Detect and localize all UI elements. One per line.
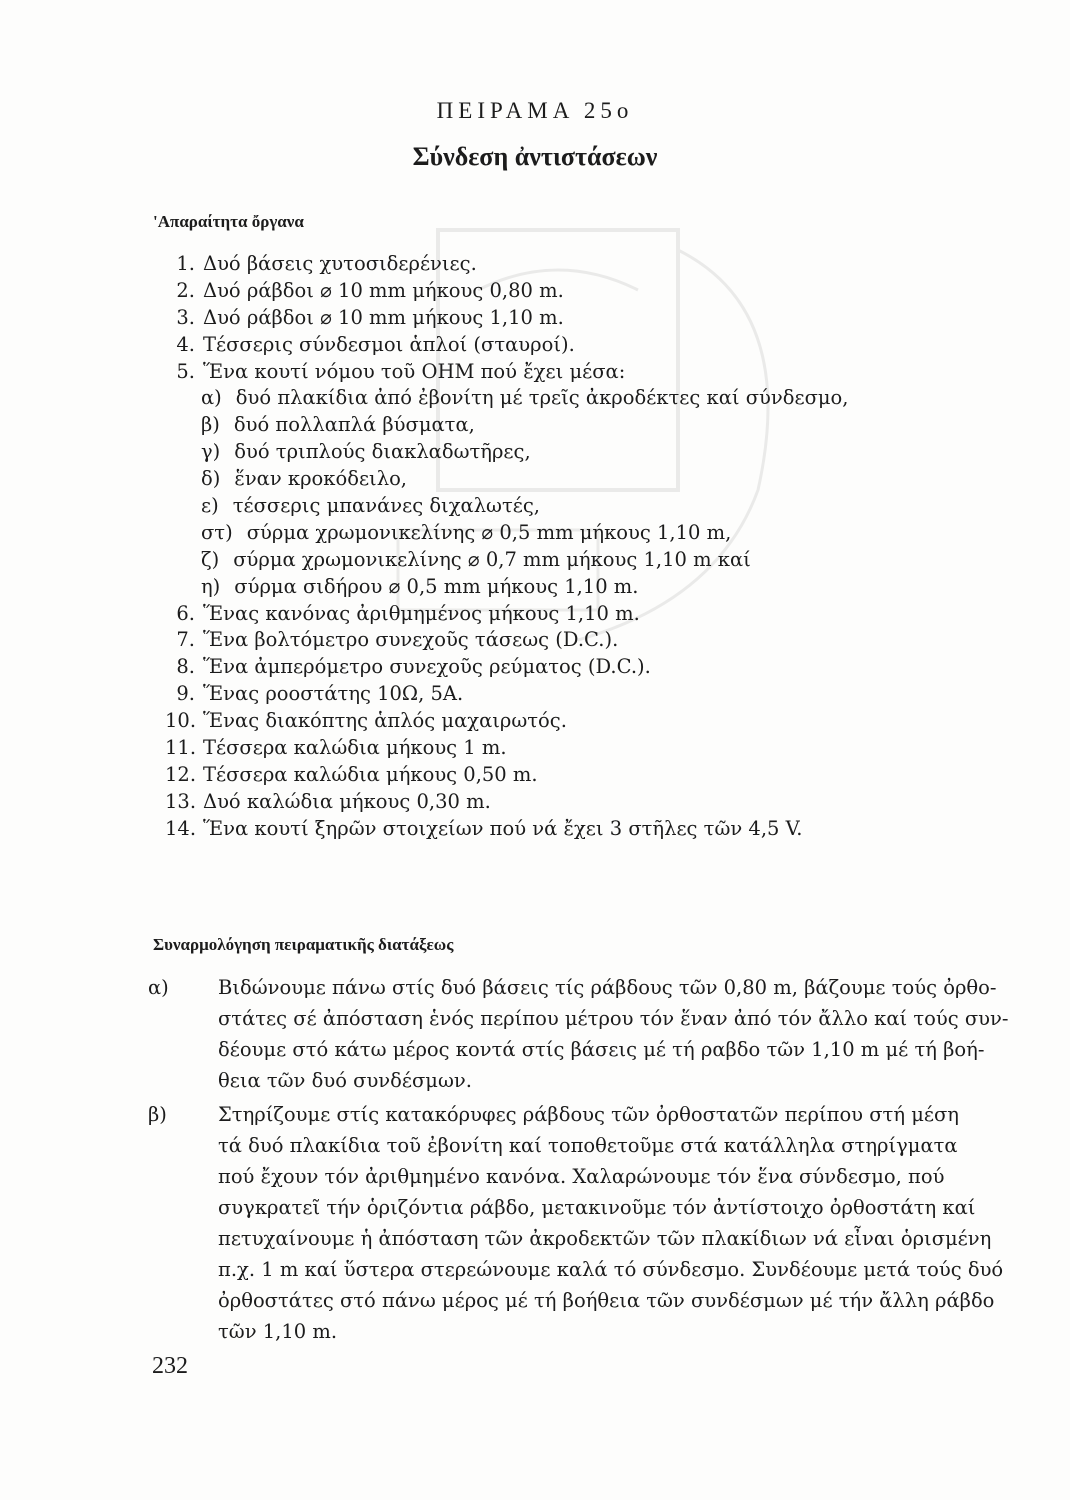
assembly-step-b xyxy=(148,1099,1004,1347)
list-item-number: 6. xyxy=(176,601,195,625)
list-item-number: 1. xyxy=(176,252,195,275)
list-item xyxy=(165,736,945,763)
list-item-number: 8. xyxy=(176,655,195,679)
step-label: β) xyxy=(148,1103,167,1126)
required-tools-heading: 'Απαραίτητα ὄργανα xyxy=(153,212,304,231)
list-item-number: 12. xyxy=(165,762,197,786)
list-item xyxy=(165,655,945,682)
sub-list-item-letter: γ) xyxy=(201,440,221,464)
sub-list-item-letter: ε) xyxy=(201,494,219,518)
sub-list-item-letter: β) xyxy=(201,413,220,437)
sub-list-item xyxy=(165,575,945,602)
list-item-text: Δυό ράβδοι ⌀ 10 mm μήκους 0,80 m. xyxy=(203,278,564,302)
list-item-text: Τέσσερα καλώδια μήκους 0,50 m. xyxy=(203,762,538,786)
list-item-number: 14. xyxy=(165,816,197,840)
list-item-number: 4. xyxy=(176,332,195,356)
list-item-number: 7. xyxy=(176,628,195,652)
sub-list-item xyxy=(165,386,945,413)
experiment-subtitle: Σύνδεση ἀντιστάσεων xyxy=(412,142,658,171)
list-item-number: 11. xyxy=(165,736,197,760)
sub-list-item xyxy=(165,521,945,548)
paragraph-line: π.χ. 1 m καί ὕστερα στερεώνουμε καλά τό σύνδεσμο. Συνδέουμε μετά τούς δυό xyxy=(218,1258,1004,1281)
list-item-text: Ἕνα βολτόμετρο συνεχοῦς τάσεως (D.C.). xyxy=(203,628,619,652)
sub-list-item-text: σύρμα χρωμονικελίνης ⌀ 0,5 mm μήκους 1,10 m, xyxy=(246,520,732,544)
sub-list-item-letter: ζ) xyxy=(201,547,220,571)
paragraph-line: πού ἔχουν τόν ἀριθμημένο κανόνα. Χαλαρώνουμε τόν ἕνα σύνδεσμο, πού xyxy=(218,1165,945,1188)
list-item xyxy=(165,279,945,306)
assembly-heading: Συναρμολόγηση πειραματικῆς διατάξεως xyxy=(153,935,454,954)
paragraph-line: συγκρατεῖ τήν ὁριζόντια ράβδο, μετακινοῦμε τόν ἀντίστοιχο ὀρθοστάτη καί xyxy=(218,1196,976,1219)
sub-list-item-text: τέσσερις μπανάνες διχαλωτές, xyxy=(232,494,540,518)
sub-list-item xyxy=(165,494,945,521)
list-item-text: Ἕνα ἀμπερόμετρο συνεχοῦς ρεύματος (D.C.). xyxy=(203,655,651,679)
paragraph-line: ὀρθοστάτες στό πάνω μέρος μέ τή βοήθεια τῶν συνδέσμων μέ τήν ἄλλη ράβδο xyxy=(218,1289,995,1312)
list-item xyxy=(165,333,945,360)
sub-list-item xyxy=(165,413,945,440)
list-item xyxy=(165,252,945,279)
sub-list-item xyxy=(165,467,945,494)
list-item xyxy=(165,709,945,736)
step-label: α) xyxy=(148,976,169,999)
list-item xyxy=(165,763,945,790)
list-item-text: Δυό ράβδοι ⌀ 10 mm μήκους 1,10 m. xyxy=(203,305,564,329)
list-item xyxy=(165,306,945,333)
list-item xyxy=(165,628,945,655)
list-item-text: Ἕνα κουτί ξηρῶν στοιχείων πού νά ἔχει 3 στῆλες τῶν 4,5 V. xyxy=(203,816,803,840)
paragraph-line: τά δυό πλακίδια τοῦ ἐβονίτη καί τοποθετοῦμε στά κατάλληλα στηρίγματα xyxy=(218,1134,958,1157)
sub-list-item-letter: α) xyxy=(201,386,222,410)
list-item-number: 10. xyxy=(165,709,197,733)
list-item xyxy=(165,602,945,629)
experiment-title: ΠΕΙΡΑΜΑ 25ο xyxy=(436,98,634,123)
list-item-text: Τέσσερα καλώδια μήκους 1 m. xyxy=(203,736,507,760)
list-item-text: Δυό βάσεις χυτοσιδερένιες. xyxy=(203,252,477,275)
list-item xyxy=(165,817,945,844)
list-item-text: Δυό καλώδια μήκους 0,30 m. xyxy=(203,789,491,813)
list-item-number: 3. xyxy=(176,305,195,329)
list-item-text: Τέσσερις σύνδεσμοι ἁπλοί (σταυροί). xyxy=(203,332,575,356)
sub-list-item-text: ἕναν κροκόδειλο, xyxy=(234,467,408,491)
list-item-text: Ἕνας κανόνας ἀριθμημένος μήκους 1,10 m. xyxy=(203,601,640,625)
paragraph-line: θεια τῶν δυό συνδέσμων. xyxy=(218,1069,472,1092)
list-item-text: Ἕνας ροοστάτης 10Ω, 5Α. xyxy=(203,682,464,706)
paragraph-line: τῶν 1,10 m. xyxy=(218,1320,338,1343)
paragraph-line: στάτες σέ ἀπόσταση ἑνός περίπου μέτρου τόν ἕναν ἀπό τόν ἄλλο καί τούς συν- xyxy=(218,1007,1009,1030)
list-item-number: 9. xyxy=(176,682,195,706)
paragraph-line: δέουμε στό κάτω μέρος κοντά στίς βάσεις μέ τή ραβδο τῶν 1,10 m μέ τή βοή- xyxy=(218,1038,985,1061)
sub-list-item-text: δυό πλακίδια ἀπό ἐβονίτη μέ τρεῖς ἀκροδέκτες καί σύνδεσμο, xyxy=(235,386,849,410)
sub-list-item-letter: δ) xyxy=(201,467,221,491)
sub-list-item-letter: η) xyxy=(201,574,221,598)
list-item-text: Ἕνας διακόπτης ἁπλός μαχαιρωτός. xyxy=(203,709,567,733)
sub-list-item-letter: στ) xyxy=(201,520,233,544)
page-number: 232 xyxy=(152,1353,188,1379)
paragraph-line: Στηρίζουμε στίς κατακόρυφες ράβδους τῶν ὀρθοστατῶν περίπου στή μέση xyxy=(218,1103,959,1126)
sub-list-item xyxy=(165,548,945,575)
sub-list-item-text: σύρμα σιδήρου ⌀ 0,5 mm μήκους 1,10 m. xyxy=(234,574,639,598)
list-item xyxy=(165,360,945,387)
list-item-text: Ἕνα κουτί νόμου τοῦ ΟΗΜ πού ἔχει μέσα: xyxy=(203,359,626,383)
list-item-number: 13. xyxy=(165,789,197,813)
sub-list-item-text: σύρμα χρωμονικελίνης ⌀ 0,7 mm μήκους 1,10 m καί xyxy=(233,547,751,571)
paragraph-line: πετυχαίνουμε ἡ ἀπόσταση τῶν ἀκροδεκτῶν τῶν πλακίδιων νά εἶναι ὁρισμένη xyxy=(218,1227,992,1250)
assembly-step-a xyxy=(148,972,1009,1096)
sub-list-item-text: δυό τριπλούς διακλαδωτῆρες, xyxy=(234,440,531,464)
sub-list-item xyxy=(165,440,945,467)
list-item xyxy=(165,790,945,817)
list-item-number: 5. xyxy=(176,359,195,383)
sub-list-item-text: δυό πολλαπλά βύσματα, xyxy=(233,413,475,437)
list-item xyxy=(165,682,945,709)
paragraph-line: Βιδώνουμε πάνω στίς δυό βάσεις τίς ράβδους τῶν 0,80 m, βάζουμε τούς ὀρθο- xyxy=(218,976,997,999)
list-item-number: 2. xyxy=(176,278,195,302)
tools-list xyxy=(165,252,945,844)
